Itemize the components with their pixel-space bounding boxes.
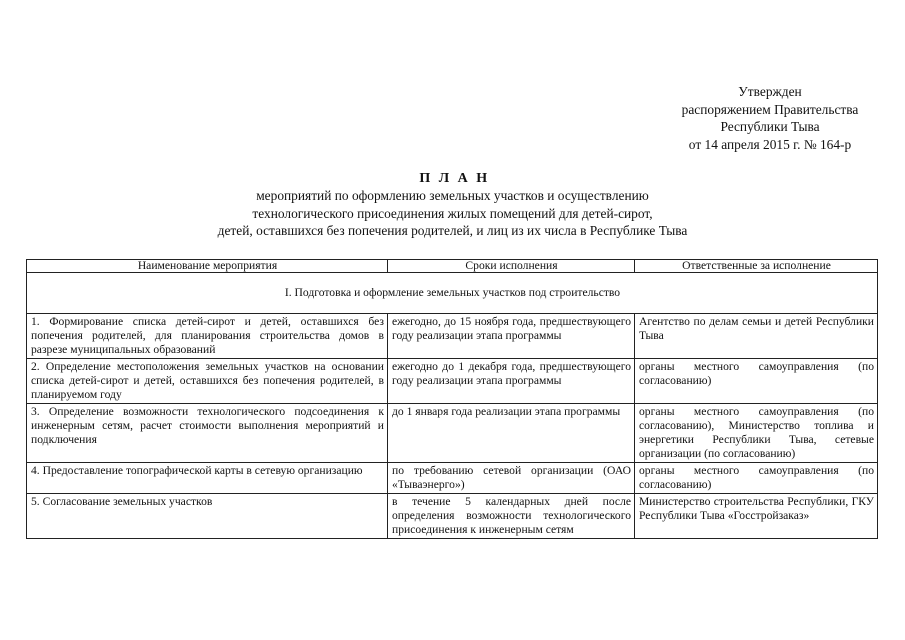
subtitle-line-3: детей, оставшихся без попечения родителей, и лиц из их числа в Республике Тыва bbox=[217, 223, 688, 238]
table-row bbox=[27, 463, 878, 494]
header-deadline: Сроки исполнения bbox=[388, 260, 635, 273]
plan-table bbox=[26, 259, 878, 539]
row-name: 2. Определение местоположения земельных участков на основании списка детей-сирот и детей, оставшихся без попечения родителей, в планируемом году bbox=[27, 359, 388, 404]
row-responsible: Министерство строительства Республики, ГКУ Республики Тыва «Госстройзаказ» bbox=[635, 494, 878, 539]
row-name: 5. Согласование земельных участков bbox=[27, 494, 388, 539]
row-deadline: до 1 января года реализации этапа программы bbox=[388, 404, 635, 463]
row-responsible: органы местного самоуправления (по согласованию), Министерство топлива и энергетики Республики Тыва, сетевые организации (по согласованию) bbox=[635, 404, 878, 463]
row-name: 4. Предоставление топографической карты в сетевую организацию bbox=[27, 463, 388, 494]
document-title: П Л А Н bbox=[419, 171, 490, 186]
row-responsible: органы местного самоуправления (по согласованию) bbox=[635, 359, 878, 404]
header-name: Наименование мероприятия bbox=[27, 260, 388, 273]
subtitle-line-2: технологического присоединения жилых помещений для детей-сирот, bbox=[252, 205, 653, 221]
row-deadline: ежегодно до 1 декабря года, предшествующего году реализации этапа программы bbox=[388, 359, 635, 404]
row-deadline: в течение 5 календарных дней после определения возможности технологического присоединения к инженерным сетям bbox=[388, 494, 635, 539]
table-row bbox=[27, 314, 878, 359]
table-row bbox=[27, 404, 878, 463]
approval-line-republic: Республики Тыва bbox=[720, 119, 820, 134]
table-row bbox=[27, 494, 878, 539]
subtitle-line-1: мероприятий по оформлению земельных участков и осуществлению bbox=[256, 188, 649, 203]
table-header-row bbox=[27, 260, 878, 273]
row-responsible: органы местного самоуправления (по согласованию) bbox=[635, 463, 878, 494]
approval-line-date: от 14 апреля 2015 г. № 164-р bbox=[688, 136, 852, 152]
row-responsible: Агентство по делам семьи и детей Республики Тыва bbox=[635, 314, 878, 359]
approval-line-order: распоряжением Правительства bbox=[681, 101, 859, 117]
row-name: 3. Определение возможности технологического подсоединения к инженерным сетям, расчет стоимости выполнения мероприятий и подключения bbox=[27, 404, 388, 463]
approval-line-approved: Утвержден bbox=[738, 84, 802, 99]
header-responsible: Ответственные за исполнение bbox=[635, 260, 878, 273]
table-row bbox=[27, 359, 878, 404]
document-subtitle bbox=[0, 187, 905, 240]
row-deadline: по требованию сетевой организации (ОАО «Тываэнерго») bbox=[388, 463, 635, 494]
section-row bbox=[27, 273, 878, 314]
row-deadline: ежегодно, до 15 ноября года, предшествующего году реализации этапа программы bbox=[388, 314, 635, 359]
section-heading: I. Подготовка и оформление земельных участков под строительство bbox=[27, 273, 878, 314]
row-name: 1. Формирование списка детей-сирот и детей, оставшихся без попечения родителей, для планирования строительства домов в разрезе муниципальных образований bbox=[27, 314, 388, 359]
approval-stamp bbox=[640, 83, 900, 153]
